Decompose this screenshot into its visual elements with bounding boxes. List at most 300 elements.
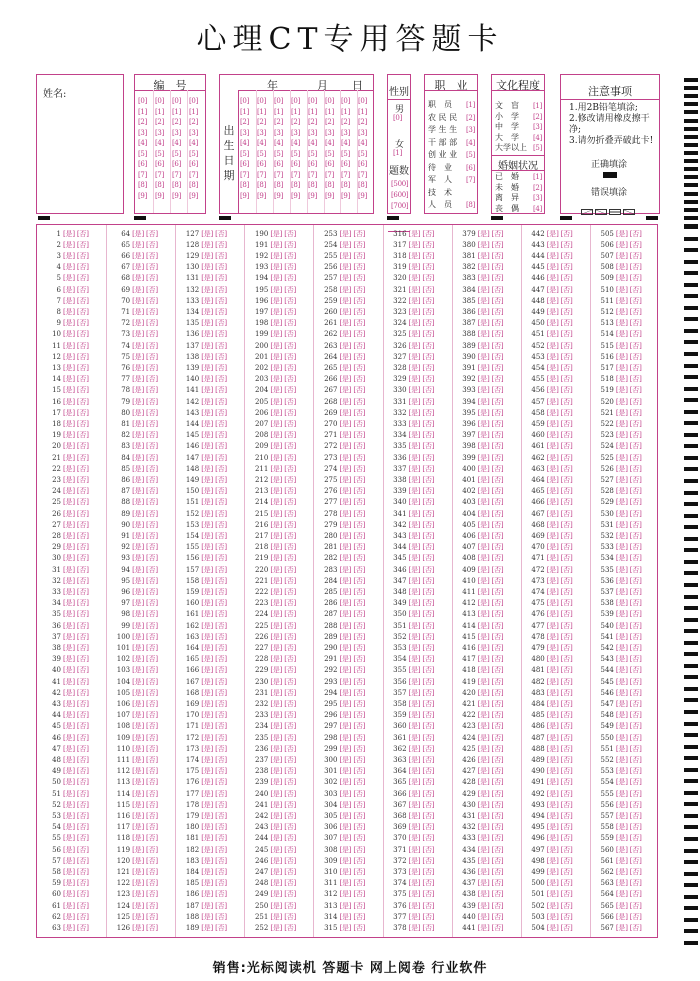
- marital-options[interactable]: [495, 172, 542, 214]
- answer-row[interactable]: [521, 586, 590, 597]
- answer-row[interactable]: [452, 508, 521, 519]
- answer-row[interactable]: [313, 743, 382, 754]
- answer-row[interactable]: [521, 687, 590, 698]
- digit-bubble[interactable]: [9]: [138, 191, 148, 200]
- answer-row[interactable]: [175, 239, 244, 250]
- answer-bubbles[interactable]: [是] [否]: [63, 509, 89, 518]
- answer-bubbles[interactable]: [是] [否]: [270, 733, 297, 742]
- answer-bubbles[interactable]: [是] [否]: [201, 543, 227, 552]
- answer-row[interactable]: [383, 642, 452, 653]
- answer-bubbles[interactable]: [是] [否]: [615, 733, 642, 742]
- answer-row[interactable]: [383, 430, 452, 441]
- answer-bubbles[interactable]: [是] [否]: [201, 319, 227, 328]
- answer-bubbles[interactable]: [是] [否]: [615, 565, 642, 574]
- answer-row[interactable]: [106, 766, 175, 777]
- digit-bubble[interactable]: [0]: [172, 97, 182, 105]
- answer-row[interactable]: [590, 564, 659, 575]
- answer-bubbles[interactable]: [是] [否]: [615, 666, 642, 675]
- answer-bubbles[interactable]: [是] [否]: [63, 655, 89, 664]
- answer-bubbles[interactable]: [是] [否]: [546, 789, 573, 798]
- answer-bubbles[interactable]: [是] [否]: [546, 621, 573, 630]
- answer-bubbles[interactable]: [是] [否]: [408, 733, 435, 742]
- answer-bubbles[interactable]: [是] [否]: [63, 431, 89, 440]
- answer-row[interactable]: [590, 710, 659, 721]
- answer-bubbles[interactable]: [是] [否]: [477, 251, 504, 260]
- digit-bubble[interactable]: [3]: [325, 128, 335, 137]
- digit-bubble[interactable]: [5]: [189, 149, 199, 158]
- booklet-option[interactable]: [700]: [391, 202, 409, 210]
- answer-bubbles[interactable]: [是] [否]: [201, 296, 227, 305]
- answer-row[interactable]: [452, 273, 521, 284]
- answer-row[interactable]: [383, 542, 452, 553]
- birth-digit-column[interactable]: [257, 98, 266, 202]
- answer-row[interactable]: [383, 676, 452, 687]
- answer-bubbles[interactable]: [是] [否]: [270, 755, 297, 764]
- digit-bubble[interactable]: [7]: [155, 170, 165, 179]
- answer-row[interactable]: [521, 519, 590, 530]
- answer-row[interactable]: [521, 698, 590, 709]
- answer-row[interactable]: [175, 642, 244, 653]
- answer-row[interactable]: [590, 586, 659, 597]
- answer-row[interactable]: [106, 474, 175, 485]
- digit-bubble[interactable]: [8]: [240, 181, 250, 189]
- answer-row[interactable]: [383, 318, 452, 329]
- answer-bubbles[interactable]: [是] [否]: [63, 397, 89, 406]
- option-row[interactable]: [428, 199, 475, 212]
- answer-bubbles[interactable]: [是] [否]: [615, 431, 642, 440]
- answer-row[interactable]: [452, 530, 521, 541]
- answer-row[interactable]: [37, 788, 106, 799]
- answer-bubbles[interactable]: [是] [否]: [615, 610, 642, 619]
- answer-bubbles[interactable]: [是] [否]: [339, 498, 366, 507]
- answer-bubbles[interactable]: [是] [否]: [546, 879, 573, 888]
- answer-bubbles[interactable]: [是] [否]: [408, 879, 435, 888]
- answer-row[interactable]: [313, 508, 382, 519]
- birth-digit-column[interactable]: [291, 98, 300, 202]
- answer-bubbles[interactable]: [是] [否]: [201, 879, 227, 888]
- answer-bubbles[interactable]: [是] [否]: [132, 901, 158, 910]
- answer-row[interactable]: [37, 586, 106, 597]
- answer-row[interactable]: [313, 598, 382, 609]
- digit-bubble[interactable]: [7]: [291, 170, 301, 179]
- answer-bubbles[interactable]: [是] [否]: [615, 341, 642, 350]
- answer-row[interactable]: [383, 609, 452, 620]
- answer-row[interactable]: [383, 777, 452, 788]
- answer-row[interactable]: [452, 900, 521, 911]
- answer-bubbles[interactable]: [是] [否]: [339, 699, 366, 708]
- answer-row[interactable]: [244, 318, 313, 329]
- digit-bubble[interactable]: [8]: [325, 181, 335, 189]
- answer-row[interactable]: [106, 273, 175, 284]
- answer-bubbles[interactable]: [是] [否]: [408, 711, 435, 720]
- answer-row[interactable]: [383, 362, 452, 373]
- answer-row[interactable]: [521, 374, 590, 385]
- answer-row[interactable]: [590, 777, 659, 788]
- digit-bubble[interactable]: [4]: [358, 139, 368, 147]
- answer-bubbles[interactable]: [是] [否]: [270, 240, 297, 249]
- answer-row[interactable]: [383, 822, 452, 833]
- digit-bubble[interactable]: [8]: [341, 181, 351, 189]
- answer-column[interactable]: [175, 225, 244, 937]
- digit-bubble[interactable]: [0]: [138, 97, 148, 105]
- answer-bubbles[interactable]: [是] [否]: [546, 565, 573, 574]
- answer-bubbles[interactable]: [是] [否]: [477, 453, 504, 462]
- answer-row[interactable]: [452, 329, 521, 340]
- answer-row[interactable]: [37, 810, 106, 821]
- answer-row[interactable]: [244, 474, 313, 485]
- answer-bubbles[interactable]: [是] [否]: [408, 599, 435, 608]
- answer-row[interactable]: [244, 295, 313, 306]
- answer-bubbles[interactable]: [是] [否]: [63, 363, 89, 372]
- answer-bubbles[interactable]: [是] [否]: [615, 453, 642, 462]
- answer-bubbles[interactable]: [是] [否]: [339, 285, 366, 294]
- answer-row[interactable]: [244, 598, 313, 609]
- answer-row[interactable]: [521, 385, 590, 396]
- answer-row[interactable]: [590, 810, 659, 821]
- answer-bubbles[interactable]: [是] [否]: [546, 744, 573, 753]
- answer-bubbles[interactable]: [是] [否]: [546, 666, 573, 675]
- answer-bubbles[interactable]: [是] [否]: [546, 755, 573, 764]
- answer-row[interactable]: [521, 766, 590, 777]
- answer-row[interactable]: [244, 766, 313, 777]
- answer-row[interactable]: [590, 250, 659, 261]
- answer-row[interactable]: [244, 385, 313, 396]
- answer-bubbles[interactable]: [是] [否]: [408, 475, 435, 484]
- answer-bubbles[interactable]: [是] [否]: [201, 643, 227, 652]
- answer-bubbles[interactable]: [是] [否]: [477, 811, 504, 820]
- answer-bubbles[interactable]: [是] [否]: [63, 845, 89, 854]
- answer-row[interactable]: [106, 530, 175, 541]
- answer-bubbles[interactable]: [是] [否]: [270, 453, 297, 462]
- answer-row[interactable]: [244, 833, 313, 844]
- answer-bubbles[interactable]: [是] [否]: [339, 330, 366, 339]
- answer-row[interactable]: [37, 721, 106, 732]
- answer-row[interactable]: [106, 519, 175, 530]
- digit-bubble[interactable]: [6]: [291, 160, 301, 168]
- answer-bubbles[interactable]: [是] [否]: [201, 487, 227, 496]
- answer-bubbles[interactable]: [是] [否]: [615, 509, 642, 518]
- answer-row[interactable]: [106, 788, 175, 799]
- answer-bubbles[interactable]: [是] [否]: [132, 923, 158, 932]
- answer-row[interactable]: [521, 642, 590, 653]
- answer-bubbles[interactable]: [是] [否]: [477, 397, 504, 406]
- digit-bubble[interactable]: [1]: [325, 107, 335, 116]
- answer-bubbles[interactable]: [是] [否]: [408, 352, 435, 361]
- digit-bubble[interactable]: [0]: [189, 97, 199, 105]
- option-bubble[interactable]: [1]: [465, 101, 475, 109]
- answer-bubbles[interactable]: [是] [否]: [408, 375, 435, 384]
- digit-bubble[interactable]: [5]: [138, 149, 148, 158]
- answer-row[interactable]: [590, 889, 659, 900]
- answer-bubbles[interactable]: [是] [否]: [408, 610, 435, 619]
- answer-row[interactable]: [244, 508, 313, 519]
- answer-row[interactable]: [37, 900, 106, 911]
- digit-bubble[interactable]: [4]: [189, 139, 199, 147]
- answer-row[interactable]: [175, 822, 244, 833]
- answer-row[interactable]: [244, 900, 313, 911]
- answer-row[interactable]: [175, 575, 244, 586]
- digit-bubble[interactable]: [9]: [257, 191, 267, 200]
- digit-bubble[interactable]: [8]: [257, 181, 267, 189]
- answer-row[interactable]: [175, 911, 244, 922]
- digit-bubble[interactable]: [3]: [291, 128, 301, 137]
- answer-bubbles[interactable]: [是] [否]: [201, 397, 227, 406]
- answer-bubbles[interactable]: [是] [否]: [270, 834, 297, 843]
- answer-bubbles[interactable]: [是] [否]: [201, 834, 227, 843]
- answer-row[interactable]: [590, 228, 659, 239]
- answer-bubbles[interactable]: [是] [否]: [546, 453, 573, 462]
- answer-row[interactable]: [521, 743, 590, 754]
- answer-row[interactable]: [452, 306, 521, 317]
- answer-bubbles[interactable]: [是] [否]: [63, 677, 89, 686]
- answer-bubbles[interactable]: [是] [否]: [615, 363, 642, 372]
- option-bubble[interactable]: [2]: [465, 113, 475, 122]
- answer-row[interactable]: [106, 642, 175, 653]
- answer-bubbles[interactable]: [是] [否]: [132, 285, 158, 294]
- answer-bubbles[interactable]: [是] [否]: [615, 229, 642, 238]
- answer-bubbles[interactable]: [是] [否]: [132, 453, 158, 462]
- answer-bubbles[interactable]: [是] [否]: [546, 543, 573, 552]
- answer-bubbles[interactable]: [是] [否]: [201, 285, 227, 294]
- answer-bubbles[interactable]: [是] [否]: [270, 655, 297, 664]
- answer-bubbles[interactable]: [是] [否]: [477, 890, 504, 899]
- answer-bubbles[interactable]: [是] [否]: [339, 554, 366, 563]
- answer-row[interactable]: [244, 239, 313, 250]
- answer-bubbles[interactable]: [是] [否]: [63, 453, 89, 462]
- option-bubble[interactable]: [1]: [532, 102, 542, 110]
- answer-bubbles[interactable]: [是] [否]: [270, 901, 297, 910]
- answer-row[interactable]: [175, 542, 244, 553]
- answer-row[interactable]: [452, 228, 521, 239]
- answer-bubbles[interactable]: [是] [否]: [201, 733, 227, 742]
- answer-row[interactable]: [313, 822, 382, 833]
- answer-row[interactable]: [37, 855, 106, 866]
- answer-bubbles[interactable]: [是] [否]: [132, 733, 158, 742]
- answer-row[interactable]: [106, 497, 175, 508]
- answer-bubbles[interactable]: [是] [否]: [201, 229, 227, 238]
- answer-row[interactable]: [37, 799, 106, 810]
- digit-bubble[interactable]: [5]: [240, 149, 250, 158]
- answer-row[interactable]: [37, 362, 106, 373]
- answer-row[interactable]: [106, 710, 175, 721]
- digit-bubble[interactable]: [3]: [240, 128, 250, 137]
- answer-bubbles[interactable]: [是] [否]: [546, 767, 573, 776]
- answer-bubbles[interactable]: [是] [否]: [270, 856, 297, 865]
- option-row[interactable]: [428, 162, 475, 175]
- answer-row[interactable]: [37, 922, 106, 933]
- answer-bubbles[interactable]: [是] [否]: [132, 856, 158, 865]
- answer-row[interactable]: [313, 654, 382, 665]
- answer-bubbles[interactable]: [是] [否]: [201, 923, 227, 932]
- answer-row[interactable]: [37, 575, 106, 586]
- answer-row[interactable]: [313, 732, 382, 743]
- answer-row[interactable]: [313, 687, 382, 698]
- answer-bubbles[interactable]: [是] [否]: [408, 397, 435, 406]
- answer-bubbles[interactable]: [是] [否]: [270, 811, 297, 820]
- digit-bubble[interactable]: [4]: [240, 139, 250, 147]
- answer-bubbles[interactable]: [是] [否]: [339, 811, 366, 820]
- answer-bubbles[interactable]: [是] [否]: [201, 565, 227, 574]
- answer-row[interactable]: [452, 396, 521, 407]
- answer-bubbles[interactable]: [是] [否]: [63, 778, 89, 787]
- answer-row[interactable]: [383, 698, 452, 709]
- answer-bubbles[interactable]: [是] [否]: [339, 296, 366, 305]
- option-bubble[interactable]: [7]: [465, 176, 475, 184]
- answer-row[interactable]: [452, 777, 521, 788]
- digit-bubble[interactable]: [1]: [308, 107, 318, 116]
- answer-row[interactable]: [175, 777, 244, 788]
- answer-row[interactable]: [590, 542, 659, 553]
- answer-row[interactable]: [383, 486, 452, 497]
- answer-row[interactable]: [452, 855, 521, 866]
- answer-row[interactable]: [244, 844, 313, 855]
- answer-bubbles[interactable]: [是] [否]: [339, 442, 366, 451]
- answer-bubbles[interactable]: [是] [否]: [132, 688, 158, 697]
- digit-bubble[interactable]: [4]: [341, 139, 351, 147]
- answer-row[interactable]: [244, 878, 313, 889]
- answer-bubbles[interactable]: [是] [否]: [477, 901, 504, 910]
- answer-row[interactable]: [244, 228, 313, 239]
- answer-bubbles[interactable]: [是] [否]: [270, 442, 297, 451]
- answer-bubbles[interactable]: [是] [否]: [270, 666, 297, 675]
- option-bubble[interactable]: [4]: [532, 133, 542, 142]
- answer-bubbles[interactable]: [是] [否]: [477, 610, 504, 619]
- answer-row[interactable]: [521, 900, 590, 911]
- answer-bubbles[interactable]: [是] [否]: [408, 621, 435, 630]
- digit-bubble[interactable]: [4]: [291, 139, 301, 147]
- option-bubble[interactable]: [5]: [465, 151, 475, 159]
- answer-row[interactable]: [383, 922, 452, 933]
- answer-column[interactable]: [37, 225, 106, 937]
- answer-row[interactable]: [313, 329, 382, 340]
- answer-row[interactable]: [244, 889, 313, 900]
- digit-bubble[interactable]: [9]: [172, 191, 182, 200]
- digit-bubble[interactable]: [8]: [138, 181, 148, 189]
- answer-row[interactable]: [383, 262, 452, 273]
- answer-row[interactable]: [521, 598, 590, 609]
- answer-bubbles[interactable]: [是] [否]: [546, 341, 573, 350]
- digit-bubble[interactable]: [2]: [172, 118, 182, 126]
- answer-bubbles[interactable]: [是] [否]: [201, 890, 227, 899]
- answer-row[interactable]: [175, 273, 244, 284]
- answer-row[interactable]: [313, 878, 382, 889]
- answer-bubbles[interactable]: [是] [否]: [615, 251, 642, 260]
- answer-bubbles[interactable]: [是] [否]: [546, 699, 573, 708]
- answer-row[interactable]: [452, 654, 521, 665]
- answer-bubbles[interactable]: [是] [否]: [615, 599, 642, 608]
- digit-bubble[interactable]: [2]: [291, 118, 301, 126]
- answer-bubbles[interactable]: [是] [否]: [546, 576, 573, 585]
- answer-row[interactable]: [383, 743, 452, 754]
- digit-bubble[interactable]: [2]: [308, 118, 318, 126]
- answer-row[interactable]: [313, 911, 382, 922]
- answer-bubbles[interactable]: [是] [否]: [201, 554, 227, 563]
- answer-bubbles[interactable]: [是] [否]: [339, 352, 366, 361]
- answer-bubbles[interactable]: [是] [否]: [615, 475, 642, 484]
- answer-bubbles[interactable]: [是] [否]: [132, 655, 158, 664]
- gender-male-bubble[interactable]: [0]: [393, 114, 403, 122]
- answer-bubbles[interactable]: [是] [否]: [132, 431, 158, 440]
- digit-bubble[interactable]: [9]: [325, 191, 335, 200]
- answer-row[interactable]: [313, 519, 382, 530]
- answer-bubbles[interactable]: [是] [否]: [546, 363, 573, 372]
- answer-bubbles[interactable]: [是] [否]: [270, 699, 297, 708]
- answer-row[interactable]: [452, 889, 521, 900]
- digit-bubble[interactable]: [2]: [358, 118, 368, 126]
- answer-bubbles[interactable]: [是] [否]: [201, 699, 227, 708]
- answer-row[interactable]: [313, 418, 382, 429]
- answer-row[interactable]: [106, 654, 175, 665]
- answer-bubbles[interactable]: [是] [否]: [477, 263, 504, 272]
- answer-bubbles[interactable]: [是] [否]: [201, 251, 227, 260]
- answer-row[interactable]: [106, 374, 175, 385]
- answer-row[interactable]: [175, 250, 244, 261]
- answer-row[interactable]: [383, 340, 452, 351]
- answer-row[interactable]: [313, 452, 382, 463]
- answer-bubbles[interactable]: [是] [否]: [477, 823, 504, 832]
- answer-bubbles[interactable]: [是] [否]: [270, 487, 297, 496]
- answer-bubbles[interactable]: [是] [否]: [201, 901, 227, 910]
- answer-bubbles[interactable]: [是] [否]: [477, 565, 504, 574]
- birth-digit-column[interactable]: [358, 98, 367, 202]
- answer-bubbles[interactable]: [是] [否]: [63, 621, 89, 630]
- answer-row[interactable]: [452, 754, 521, 765]
- answer-bubbles[interactable]: [是] [否]: [201, 363, 227, 372]
- answer-row[interactable]: [313, 318, 382, 329]
- answer-bubbles[interactable]: [是] [否]: [408, 923, 435, 932]
- answer-bubbles[interactable]: [是] [否]: [546, 811, 573, 820]
- answer-bubbles[interactable]: [是] [否]: [201, 912, 227, 921]
- answer-row[interactable]: [175, 743, 244, 754]
- answer-bubbles[interactable]: [是] [否]: [477, 599, 504, 608]
- answer-bubbles[interactable]: [是] [否]: [339, 778, 366, 787]
- option-row[interactable]: [428, 149, 475, 162]
- answer-bubbles[interactable]: [是] [否]: [63, 352, 89, 361]
- occupation-options[interactable]: [428, 99, 475, 212]
- answer-row[interactable]: [106, 855, 175, 866]
- answer-row[interactable]: [313, 698, 382, 709]
- answer-row[interactable]: [590, 732, 659, 743]
- answer-row[interactable]: [383, 463, 452, 474]
- answer-bubbles[interactable]: [是] [否]: [615, 352, 642, 361]
- answer-bubbles[interactable]: [是] [否]: [201, 464, 227, 473]
- answer-bubbles[interactable]: [是] [否]: [132, 879, 158, 888]
- answer-row[interactable]: [452, 295, 521, 306]
- answer-row[interactable]: [37, 396, 106, 407]
- answer-bubbles[interactable]: [是] [否]: [477, 767, 504, 776]
- digit-bubble[interactable]: [3]: [189, 128, 199, 137]
- answer-bubbles[interactable]: [是] [否]: [63, 307, 89, 316]
- answer-row[interactable]: [106, 463, 175, 474]
- answer-bubbles[interactable]: [是] [否]: [477, 643, 504, 652]
- answer-bubbles[interactable]: [是] [否]: [615, 632, 642, 641]
- answer-bubbles[interactable]: [是] [否]: [201, 587, 227, 596]
- answer-bubbles[interactable]: [是] [否]: [270, 879, 297, 888]
- answer-bubbles[interactable]: [是] [否]: [546, 531, 573, 540]
- answer-row[interactable]: [521, 810, 590, 821]
- birth-digit-column[interactable]: [325, 98, 334, 202]
- answer-bubbles[interactable]: [是] [否]: [546, 867, 573, 876]
- answer-row[interactable]: [175, 497, 244, 508]
- digit-bubble[interactable]: [1]: [155, 107, 165, 116]
- answer-bubbles[interactable]: [是] [否]: [63, 890, 89, 899]
- answer-row[interactable]: [590, 284, 659, 295]
- answer-bubbles[interactable]: [是] [否]: [408, 823, 435, 832]
- answer-bubbles[interactable]: [是] [否]: [132, 543, 158, 552]
- answer-bubbles[interactable]: [是] [否]: [615, 442, 642, 451]
- answer-row[interactable]: [175, 228, 244, 239]
- answer-row[interactable]: [313, 788, 382, 799]
